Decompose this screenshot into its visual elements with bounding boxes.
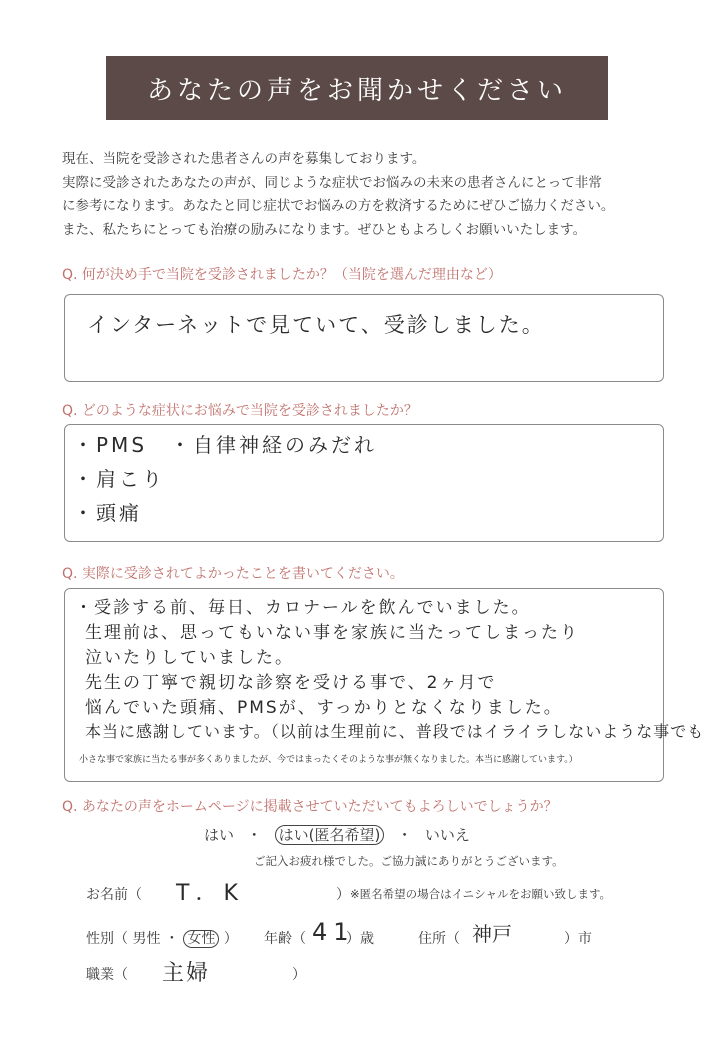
answer-box-2 [64, 424, 664, 542]
answer-3-line: 生理前は、思ってもいない事を家族に当たってしまったり [85, 623, 579, 643]
question-4: Q. あなたの声をホームページに掲載させていただいてもよろしいでしょうか？ [62, 799, 558, 815]
option-separator: ・ [246, 826, 262, 844]
name-label: お名前（ [86, 887, 142, 903]
answer-2-line: ・肩こり [73, 467, 165, 491]
answer-3-line: 小さな事で家族に当たる事が多くありましたが、今ではまったくそのような事が無くなりました。本当に感謝しています。） [79, 755, 578, 765]
answer-3-line: 本当に感謝しています。（以前は生理前に、普段ではイライラしないような事でも [85, 722, 705, 741]
gender-label: 性別（ [86, 931, 128, 947]
gender-close: ） [223, 931, 238, 947]
answer-box-1 [64, 294, 664, 382]
intro-line: に参考になります。あなたと同じ症状でお悩みの方を救済するためにぜひご協力ください。 [62, 198, 615, 214]
option-yes[interactable]: はい [204, 826, 235, 844]
question-2: Q. どのような症状にお悩みで当院を受診されましたか？ [62, 403, 418, 419]
job-value[interactable]: 主婦 [162, 961, 211, 986]
publish-options [204, 824, 470, 845]
job-label: 職業（ [86, 967, 128, 983]
option-no[interactable]: いいえ [424, 826, 470, 844]
name-value[interactable]: T．K [176, 881, 244, 906]
job-close: ） [292, 967, 306, 983]
answer-box-3 [64, 588, 705, 782]
intro-line: 実際に受診されたあなたの声が、同じような症状でお悩みの未来の患者さんにとって非常 [62, 174, 602, 191]
intro-line: 現在、当院を受診された患者さんの声を募集しております。 [62, 151, 426, 167]
intro-line: また、私たちにとっても治療の励みになります。ぜひともよろしくお願いいたします。 [62, 221, 587, 238]
age-label: 年齢（ [264, 931, 306, 947]
question-1: Q. 何が決め手で当院を受診されましたか？（当院を選んだ理由など） [62, 267, 502, 283]
gender-male[interactable]: 男性 [132, 931, 161, 947]
option-yes-anonymous[interactable]: はい(匿名希望) [275, 825, 385, 845]
name-note: ※匿名希望の場合はイニシャルをお願い致します。 [350, 887, 612, 901]
address-value[interactable]: 神戸 [472, 922, 512, 946]
address-label: 住所（ [418, 931, 460, 947]
option-separator: ・ [397, 826, 413, 844]
gender-row [86, 928, 238, 948]
page-title-banner [106, 56, 608, 120]
age-close: ）歳 [346, 931, 374, 947]
name-row [86, 884, 142, 904]
gender-separator: ・ [164, 931, 179, 947]
address-close: ）市 [564, 931, 592, 947]
name-close: ） [336, 887, 350, 903]
answer-2-line: ・PMS ・自律神経のみだれ [73, 433, 378, 457]
thanks-message: ご記入お疲れ様でした。ご協力誠にありがとうございます。 [254, 854, 564, 868]
answer-1-text: インターネットで見ていて、受診しました。 [87, 313, 545, 337]
intro-text [62, 148, 682, 242]
age-value[interactable]: 41 [312, 918, 355, 946]
question-3: Q. 実際に受診されてよかったことを書いてください。 [62, 566, 404, 582]
answer-3-line: 泣いたりしていました。 [85, 648, 294, 668]
gender-female[interactable]: 女性 [183, 930, 219, 948]
answer-2-line: ・頭痛 [73, 501, 142, 525]
answer-3-line: 悩んでいた頭痛、PMSが、すっかりとなくなりました。 [85, 698, 563, 718]
answer-3-line: ・受診する前、毎日、カロナールを飲んでいました。 [75, 598, 531, 618]
answer-3-line: 先生の丁寧で親切な診察を受ける事で、2ヶ月で [85, 673, 497, 693]
page-title: あなたの声をお聞かせください [146, 75, 567, 106]
